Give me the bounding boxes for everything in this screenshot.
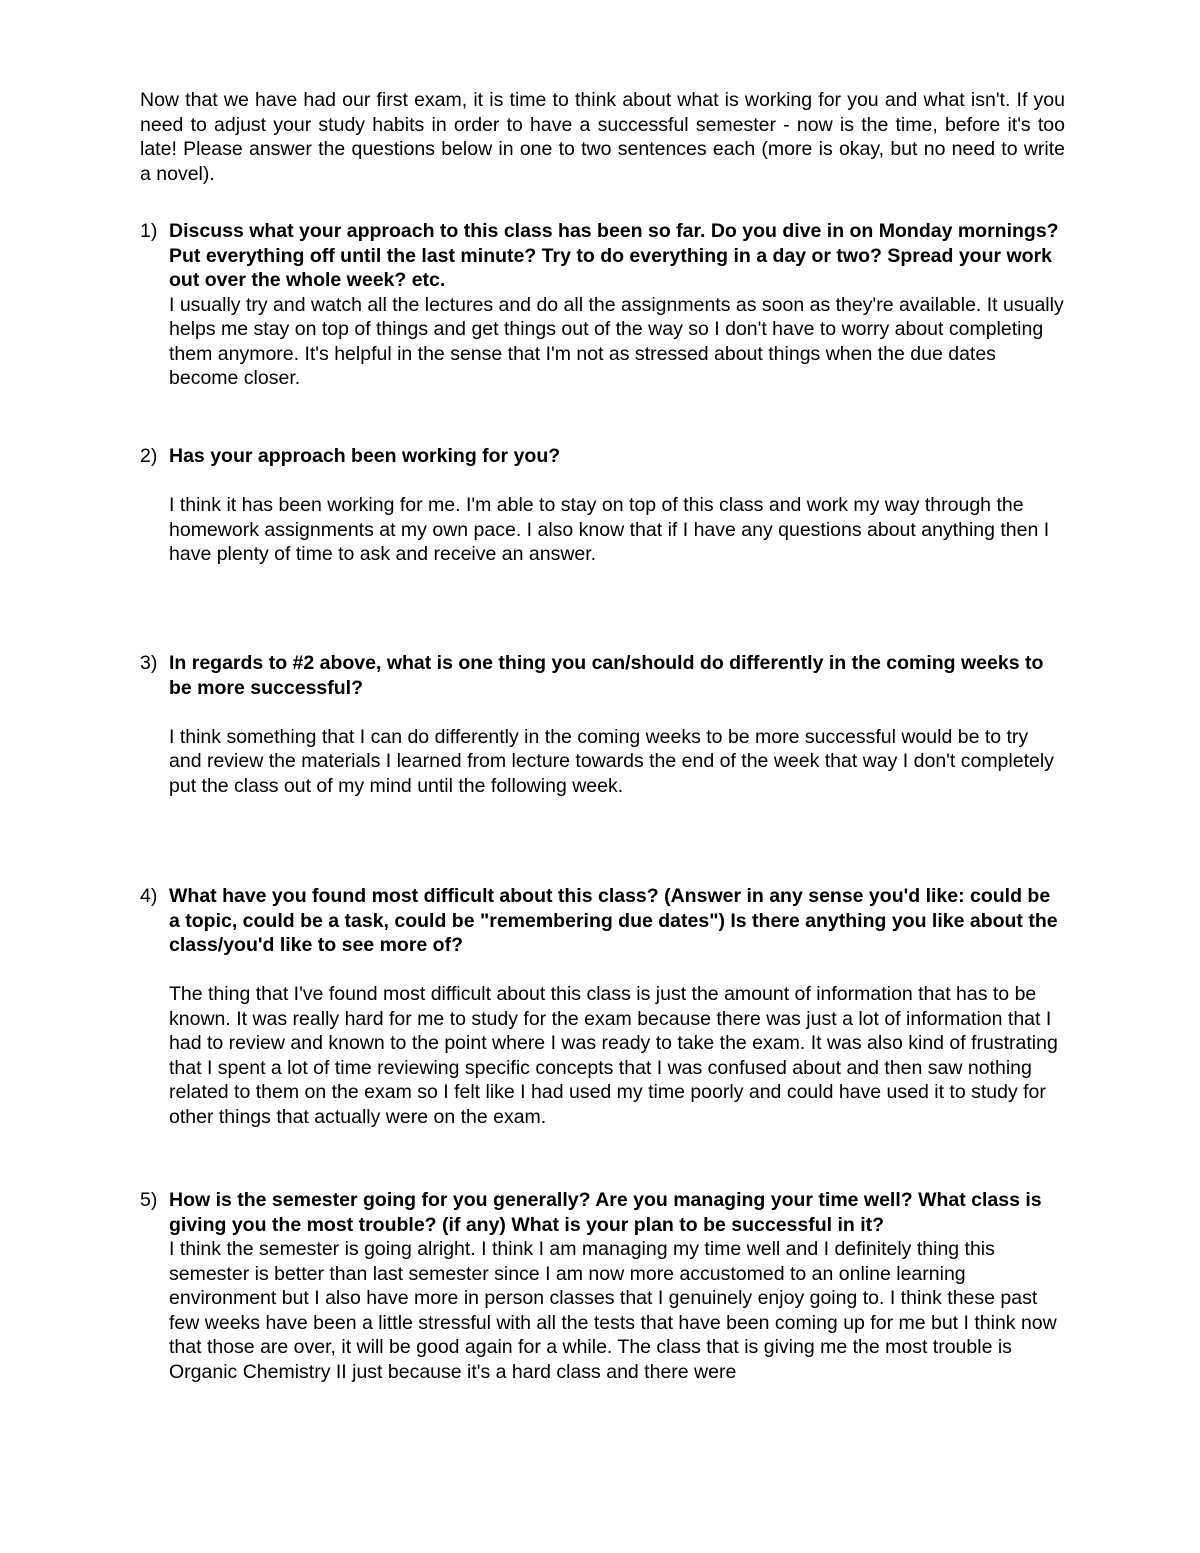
- question-text: How is the semester going for you generally? Are you managing your time well? What class is giving you the most trouble? (if any) What is your plan to be successful in it?: [169, 1189, 1042, 1236]
- question-text: In regards to #2 above, what is one thing you can/should do differently in the coming weeks to be more successful?: [169, 652, 1044, 699]
- document-page: [140, 88, 1065, 1383]
- question-number: 3): [140, 652, 158, 674]
- question-block-3: [140, 651, 1065, 798]
- intro-paragraph: Now that we have had our first exam, it is time to think about what is working for you and what isn't. If you need to adjust your study habits in order to have a successful semester - now is the time, before it's too late! Please answer the questions below in one to two sentences each (more is okay, but no need to write a novel).: [140, 89, 1065, 185]
- question-block-2: [140, 444, 1065, 567]
- answer-text: I usually try and watch all the lectures and do all the assignments as soon as they're available. It usually helps me stay on top of things and get things out of the way so I don't have to worry about completing them anymore. It's helpful in the sense that I'm not as stressed about things when the due dates become closer.: [169, 293, 1064, 389]
- question-block-1: [140, 219, 1065, 391]
- question-number: 2): [140, 445, 158, 467]
- question-number: 4): [140, 885, 158, 907]
- answer-text: The thing that I've found most difficult about this class is just the amount of information that has to be known. It was really hard for me to study for the exam because there was just a lot of information that I had to review and known to the point where I was ready to take the exam. It was also kind of frustrating that I spent a lot of time reviewing specific concepts that I was confused about and then saw nothing related to them on the exam so I felt like I had used my time poorly and could have used it to study for other things that actually were on the exam.: [169, 983, 1058, 1128]
- question-block-4: [140, 884, 1065, 1129]
- question-block-5: [140, 1188, 1065, 1384]
- question-text: Has your approach been working for you?: [169, 445, 561, 467]
- answer-text: I think something that I can do differently in the coming weeks to be more successful would be to try and review the materials I learned from lecture towards the end of the week that way I don't completely put the class out of my mind until the following week.: [169, 725, 1054, 797]
- answer-text: I think it has been working for me. I'm able to stay on top of this class and work my way through the homework assignments at my own pace. I also know that if I have any questions about anything then I have plenty of time to ask and receive an answer.: [169, 494, 1050, 565]
- question-number: 1): [140, 220, 158, 242]
- answer-text: I think the semester is going alright. I think I am managing my time well and I definitely thing this semester is better than last semester since I am now more accustomed to an online learning environment but I also have more in person classes that I genuinely enjoy going to. I think these past few weeks have been a little stressful with all the tests that have been coming up for me but I think now that those are over, it will be good again for a while. The class that is giving me the most trouble is Organic Chemistry II just because it's a hard class and there were: [169, 1238, 1057, 1383]
- question-text: Discuss what your approach to this class has been so far. Do you dive in on Monday mornings? Put everything off until the last minute? Try to do everything in a day or two? Spread your work out over the whole week? etc.: [169, 220, 1059, 291]
- question-number: 5): [140, 1189, 158, 1211]
- question-text: What have you found most difficult about this class? (Answer in any sense you'd like: could be a topic, could be a task, could be "remembering due dates") Is there anything you like about the class/you'd like to see more of?: [169, 885, 1058, 956]
